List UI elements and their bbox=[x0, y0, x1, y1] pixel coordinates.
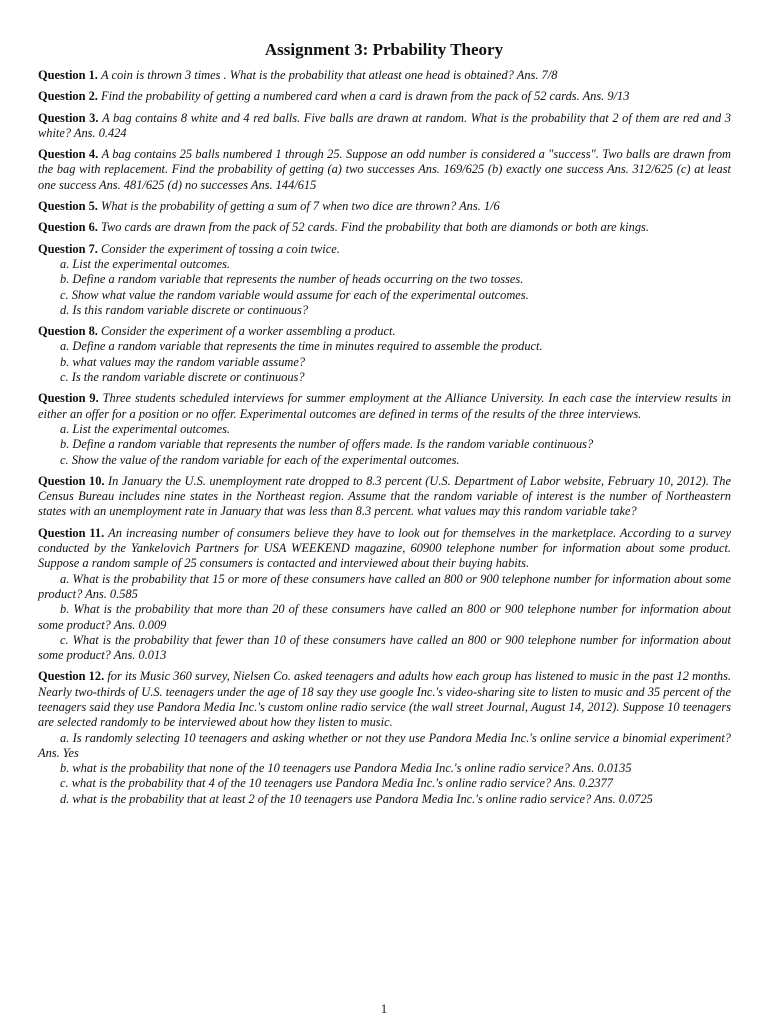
question-text: An increasing number of consumers believe they have to look out for themselves in the marketplace. According to a survey conducted by the Yankelovich Partners for USA WEEKEND magazine, 60900 telephone number for information about some product. Suppose a random sample of 25 consumers is contacted and interviewed about their buying habits. bbox=[38, 525, 731, 571]
question-10 bbox=[38, 474, 731, 520]
sub-item: d. Is this random variable discrete or continuous? bbox=[60, 302, 309, 317]
question-label: Question 5. bbox=[38, 199, 98, 214]
question-label: Question 9. bbox=[38, 391, 99, 406]
question-label: Question 8. bbox=[38, 324, 98, 339]
sub-item: c. Is the random variable discrete or continuous? bbox=[60, 370, 305, 385]
question-text: Two cards are drawn from the pack of 52 cards. Find the probability that both are diamonds or both are kings. bbox=[101, 220, 649, 235]
question-1 bbox=[38, 68, 731, 83]
question-9 bbox=[38, 391, 731, 467]
question-text: A bag contains 8 white and 4 red balls. Five balls are drawn at random. What is the probability that 2 of them are red and 3 white? Ans. 0.424 bbox=[38, 110, 731, 140]
question-label: Question 3. bbox=[38, 110, 99, 125]
question-label: Question 2. bbox=[38, 89, 98, 104]
sub-item: b. Define a random variable that represents the number of heads occurring on the two tosses. bbox=[60, 272, 524, 287]
question-list bbox=[38, 68, 731, 813]
question-label: Question 7. bbox=[38, 241, 98, 256]
question-label: Question 6. bbox=[38, 220, 98, 235]
question-6 bbox=[38, 220, 731, 235]
sub-paragraph: d. what is the probability that at least 2 of the 10 teenagers use Pandora Media Inc.'s online radio service? Ans. 0.0725 bbox=[60, 791, 653, 806]
question-5 bbox=[38, 199, 731, 214]
sub-item: a. Define a random variable that represents the time in minutes required to assemble the product. bbox=[60, 339, 543, 354]
question-text: for its Music 360 survey, Nielsen Co. asked teenagers and adults how each group has listened to music in the past 12 months. Nearly two-thirds of U.S. teenagers under the age of 18 say they use google Inc.'s video-sharing site to listen to music and 35 percent of the teenagers said they use Pandora Media Inc.'s custom online radio service (the wall street Journal, August 14, 2012). Suppose 10 teenagers are selected randomly to be interviewed about how they listen to music. bbox=[38, 669, 731, 730]
question-label: Question 4. bbox=[38, 147, 99, 162]
sub-item: c. Show what value the random variable would assume for each of the experimental outcomes. bbox=[60, 287, 529, 302]
question-12 bbox=[38, 669, 731, 807]
question-2 bbox=[38, 89, 731, 104]
page-title: Assignment 3: Prbability Theory bbox=[264, 40, 504, 59]
sub-item: b. what values may the random variable assume? bbox=[60, 354, 306, 369]
question-label: Question 10. bbox=[38, 473, 105, 488]
question-text: Consider the experiment of tossing a coin twice. bbox=[101, 241, 340, 256]
sub-item: a. List the experimental outcomes. bbox=[60, 256, 230, 271]
question-8 bbox=[38, 324, 731, 385]
question-text: A coin is thrown 3 times . What is the probability that atleast one head is obtained? Ans. 7/8 bbox=[101, 68, 558, 82]
sub-paragraph: a. What is the probability that 15 or more of these consumers have called an 800 or 900 telephone number for information about some product? Ans. 0.585 bbox=[38, 571, 731, 601]
question-text: Find the probability of getting a numbered card when a card is drawn from the pack of 52 cards. Ans. 9/13 bbox=[101, 89, 630, 104]
question-text: What is the probability of getting a sum of 7 when two dice are thrown? Ans. 1/6 bbox=[101, 199, 500, 214]
sub-paragraph: b. what is the probability that none of the 10 teenagers use Pandora Media Inc.'s online radio service? Ans. 0.0135 bbox=[60, 761, 632, 776]
question-text: Consider the experiment of a worker assembling a product. bbox=[101, 324, 396, 339]
question-4 bbox=[38, 147, 731, 193]
page-number: 1 bbox=[380, 1002, 388, 1016]
sub-paragraph: c. what is the probability that 4 of the 10 teenagers use Pandora Media Inc.'s online radio service? Ans. 0.2377 bbox=[60, 776, 613, 791]
sub-paragraph: a. Is randomly selecting 10 teenagers and asking whether or not they use Pandora Media Inc.'s online service a binomial experiment? Ans. Yes bbox=[38, 730, 731, 760]
question-7 bbox=[38, 242, 731, 318]
sub-item: a. List the experimental outcomes. bbox=[60, 421, 230, 436]
question-text: In January the U.S. unemployment rate dropped to 8.3 percent (U.S. Department of Labor website, February 10, 2012). The Census Bureau includes nine states in the Northeast region. Assume that the random variable of interest is the number of Northeastern states with an unemployment rate in January that was less than 8.3 percent. what values may this random variable take? bbox=[38, 473, 731, 519]
sub-item: c. Show the value of the random variable for each of the experimental outcomes. bbox=[60, 452, 460, 467]
question-label: Question 12. bbox=[38, 669, 105, 684]
question-label: Question 11. bbox=[38, 525, 105, 540]
sub-item: b. Define a random variable that represents the number of offers made. Is the random variable continuous? bbox=[60, 437, 594, 452]
question-text: Three students scheduled interviews for summer employment at the Alliance University. In each case the interview results in either an offer for a position or no offer. Experimental outcomes are defined in terms of the results of the three interviews. bbox=[38, 391, 731, 421]
question-label: Question 1. bbox=[38, 68, 98, 82]
question-11 bbox=[38, 526, 731, 664]
question-text: A bag contains 25 balls numbered 1 through 25. Suppose an odd number is considered a "success". Two balls are drawn from the bag with replacement. Find the probability of getting (a) two successes Ans. 169/625 (b) exactly one success Ans. 312/625 (c) at least one success Ans. 481/625 (d) no successes Ans. 144/615 bbox=[38, 147, 731, 192]
question-3 bbox=[38, 111, 731, 142]
sub-paragraph: b. What is the probability that more than 20 of these consumers have called an 800 or 900 telephone number for information about some product? Ans. 0.009 bbox=[38, 602, 731, 632]
sub-paragraph: c. What is the probability that fewer than 10 of these consumers have called an 800 or 900 telephone number for information about some product? Ans. 0.013 bbox=[38, 632, 731, 663]
